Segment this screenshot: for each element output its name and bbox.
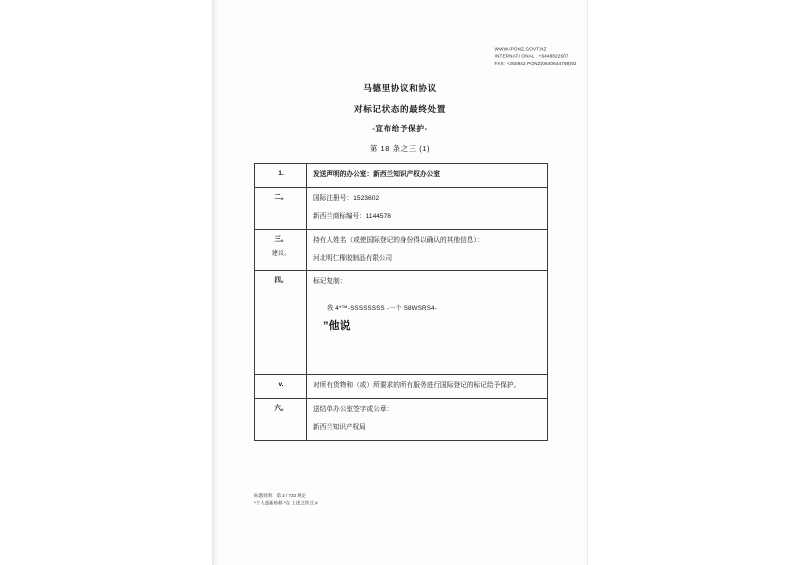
footnote-block (254, 492, 318, 507)
row-label: 送结单办公室签字或公章： (313, 406, 394, 414)
row-number-text: 三。 (274, 235, 288, 243)
row-number: 二。 (255, 187, 307, 229)
row-value: 新西兰知识产权局 (313, 424, 366, 432)
mark-text-line-1: 我 4*™-SSSSSSSS -一个 S8WSRS4- (327, 305, 437, 313)
document-sheet (212, 0, 588, 565)
title-line-1: 马德里协议和协议 (363, 83, 437, 93)
row-content (307, 375, 548, 399)
declaration-table (254, 163, 548, 441)
row-number (255, 229, 307, 271)
title-line-3: -宣布给予保护- (372, 124, 428, 133)
row-content (307, 229, 548, 271)
table-row (255, 229, 548, 271)
row-number: 六。 (255, 399, 307, 441)
mark-reproduction-cell (307, 271, 548, 375)
title-line-4: 第 18 条之三 (1) (369, 143, 431, 153)
row-number: 四。 (255, 271, 307, 375)
row-label: 发送声明的办公室：新西兰知识产权办公室 (313, 171, 441, 178)
footnote-line-2: *个人重新转移 *在 上述之样式 # (254, 500, 318, 506)
row-label: 对所有货物和（或）所要求的所有服务进行国际登记的标记给予保护。 (313, 382, 521, 390)
row-value: 河北明仁橡胶制品有限公司 (313, 254, 393, 262)
row-label: 持有人姓名（或使国际登记的身份得以确认的其他信息）： (313, 236, 484, 244)
meta-line-1: WWW.IPONZ.GOVT.NZ (495, 46, 548, 52)
row-number-hint: 建议。 (271, 249, 291, 257)
row-number: v. (255, 375, 307, 399)
row-content (307, 187, 548, 229)
office-contact-meta (495, 46, 577, 68)
title-line-2: 对标记状态的最终处置 (354, 103, 446, 114)
meta-line-2: INTERNATI ONAL . +6448822607 (495, 53, 570, 60)
footnote-line-1: 标题说明：第 2 / 733 规定 (254, 493, 307, 499)
row-value: 新西兰商标编号：1144578 (313, 212, 391, 220)
mark-text-line-2: ”他说 (323, 320, 351, 333)
table-row (255, 164, 548, 188)
table-row (255, 399, 548, 441)
meta-line-3: FAX: +250842 PONZ(0640644788)92 (495, 60, 577, 67)
row-label: 国际注册号：1523602 (313, 194, 380, 202)
document-title-block (213, 82, 587, 162)
row-number: 1. (255, 164, 307, 188)
row-label: 标记复制： (313, 278, 347, 286)
table-row (255, 375, 548, 399)
table-row (255, 271, 548, 375)
row-content (307, 399, 548, 441)
table-row (255, 187, 548, 229)
row-content (307, 164, 548, 188)
